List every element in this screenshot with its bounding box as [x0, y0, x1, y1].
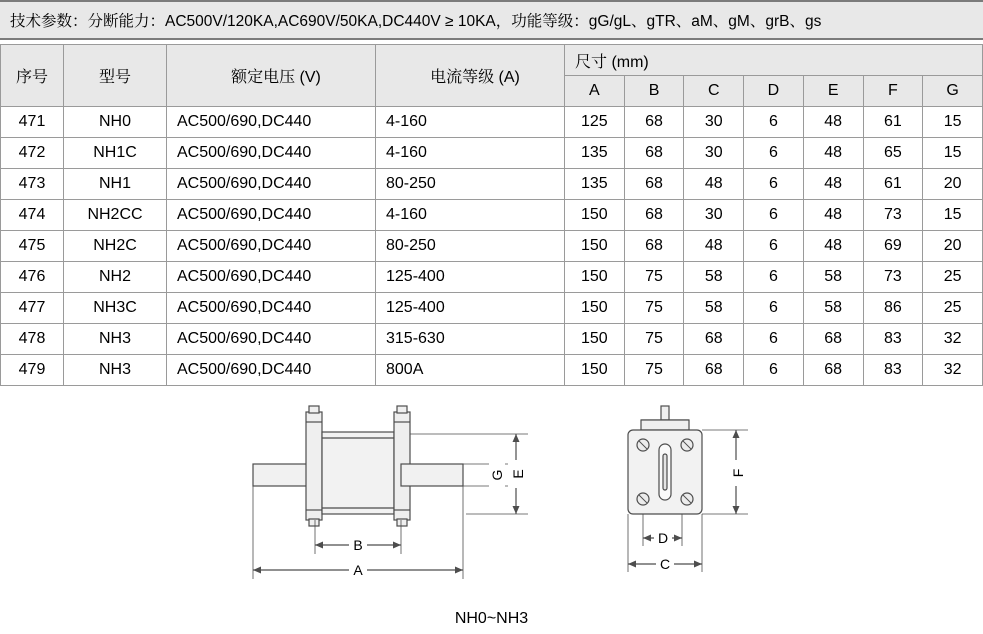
cell-current: 4-160: [376, 107, 565, 138]
cell-dim-a: 150: [565, 231, 625, 262]
cell-current: 80-250: [376, 169, 565, 200]
cell-dim-b: 68: [624, 138, 684, 169]
cell-dim-c: 58: [684, 262, 744, 293]
cell-no: 471: [1, 107, 64, 138]
cell-current: 4-160: [376, 138, 565, 169]
header-voltage: 额定电压 (V): [167, 45, 376, 107]
cell-dim-e: 58: [803, 262, 863, 293]
left-bracket-tab-top: [309, 406, 319, 413]
cell-dim-a: 125: [565, 107, 625, 138]
cell-dim-a: 150: [565, 262, 625, 293]
cell-dim-g: 15: [923, 200, 983, 231]
cell-voltage: AC500/690,DC440: [167, 169, 376, 200]
cell-no: 475: [1, 231, 64, 262]
cell-dim-g: 32: [923, 324, 983, 355]
fuse-body: [322, 432, 394, 514]
technical-drawing: [0, 404, 983, 634]
cell-dim-d: 6: [744, 231, 804, 262]
cell-current: 125-400: [376, 293, 565, 324]
cell-dim-f: 86: [863, 293, 923, 324]
dim-label-c: C: [659, 556, 671, 572]
table-row: [1, 355, 983, 386]
cell-dim-b: 68: [624, 169, 684, 200]
cell-dim-e: 68: [803, 324, 863, 355]
cell-no: 478: [1, 324, 64, 355]
cell-dim-g: 15: [923, 138, 983, 169]
cell-model: NH1C: [64, 138, 167, 169]
header-dim-g: G: [923, 76, 983, 107]
header-dim-a: A: [565, 76, 625, 107]
cell-dim-c: 30: [684, 138, 744, 169]
cell-dim-a: 135: [565, 169, 625, 200]
cell-model: NH3: [64, 324, 167, 355]
cell-dim-d: 6: [744, 324, 804, 355]
header-dimensions: 尺寸 (mm): [565, 45, 983, 76]
cell-dim-b: 75: [624, 355, 684, 386]
cell-model: NH1: [64, 169, 167, 200]
front-center-pin: [663, 454, 667, 490]
table-row: [1, 324, 983, 355]
cell-current: 125-400: [376, 262, 565, 293]
cell-dim-d: 6: [744, 355, 804, 386]
cell-current: 4-160: [376, 200, 565, 231]
cell-dim-f: 83: [863, 324, 923, 355]
cell-dim-c: 30: [684, 107, 744, 138]
cell-model: NH3C: [64, 293, 167, 324]
cell-voltage: AC500/690,DC440: [167, 262, 376, 293]
spec-banner-text: 技术参数：分断能力：AC500V/120KA,AC690V/50KA,DC440V ≥ 10KA，功能等级：gG/gL、gTR、aM、gM、grB、gs: [10, 13, 822, 30]
cell-dim-a: 150: [565, 200, 625, 231]
cell-dim-a: 135: [565, 138, 625, 169]
front-top-tab: [661, 406, 669, 420]
cell-dim-b: 75: [624, 262, 684, 293]
cell-dim-c: 48: [684, 169, 744, 200]
cell-voltage: AC500/690,DC440: [167, 231, 376, 262]
cell-model: NH2CC: [64, 200, 167, 231]
header-dim-c: C: [684, 76, 744, 107]
cell-voltage: AC500/690,DC440: [167, 355, 376, 386]
cell-dim-b: 68: [624, 200, 684, 231]
dim-label-e: E: [510, 469, 526, 479]
cell-voltage: AC500/690,DC440: [167, 200, 376, 231]
cell-current: 80-250: [376, 231, 565, 262]
cell-voltage: AC500/690,DC440: [167, 107, 376, 138]
header-dim-b: B: [624, 76, 684, 107]
header-no: 序号: [1, 45, 64, 107]
cell-dim-f: 73: [863, 200, 923, 231]
cell-dim-b: 68: [624, 107, 684, 138]
cell-model: NH2: [64, 262, 167, 293]
cell-dim-a: 150: [565, 293, 625, 324]
dim-label-a: A: [353, 562, 363, 578]
cell-no: 473: [1, 169, 64, 200]
header-model: 型号: [64, 45, 167, 107]
cell-model: NH0: [64, 107, 167, 138]
table-row: [1, 138, 983, 169]
table-row: [1, 200, 983, 231]
cell-dim-d: 6: [744, 200, 804, 231]
cell-dim-e: 58: [803, 293, 863, 324]
header-dim-e: E: [803, 76, 863, 107]
cell-voltage: AC500/690,DC440: [167, 324, 376, 355]
cell-dim-e: 48: [803, 138, 863, 169]
cell-no: 476: [1, 262, 64, 293]
cell-dim-a: 150: [565, 355, 625, 386]
cell-dim-c: 68: [684, 355, 744, 386]
header-dim-d: D: [744, 76, 804, 107]
cell-dim-e: 48: [803, 231, 863, 262]
front-top-plate: [641, 420, 689, 430]
cell-dim-d: 6: [744, 262, 804, 293]
cell-no: 474: [1, 200, 64, 231]
cell-dim-d: 6: [744, 138, 804, 169]
cell-model: NH3: [64, 355, 167, 386]
header-dim-f: F: [863, 76, 923, 107]
cell-dim-b: 75: [624, 293, 684, 324]
cell-dim-e: 48: [803, 200, 863, 231]
cell-dim-c: 30: [684, 200, 744, 231]
cell-dim-f: 61: [863, 169, 923, 200]
dim-label-f: F: [730, 468, 746, 478]
table-header-row-1: [1, 45, 983, 76]
cell-dim-c: 48: [684, 231, 744, 262]
cell-dim-d: 6: [744, 107, 804, 138]
cell-dim-g: 20: [923, 231, 983, 262]
spec-table: [0, 44, 983, 386]
dim-label-g: G: [489, 469, 505, 481]
cell-dim-g: 20: [923, 169, 983, 200]
cell-current: 315-630: [376, 324, 565, 355]
fuse-dimension-drawing-svg: [0, 404, 983, 634]
dim-label-d: D: [657, 530, 669, 546]
header-current: 电流等级 (A): [376, 45, 565, 107]
cell-voltage: AC500/690,DC440: [167, 293, 376, 324]
spec-banner: [0, 0, 983, 40]
cell-dim-e: 48: [803, 169, 863, 200]
cell-no: 472: [1, 138, 64, 169]
cell-dim-f: 65: [863, 138, 923, 169]
cell-dim-g: 25: [923, 293, 983, 324]
cell-dim-c: 68: [684, 324, 744, 355]
left-bracket-tab-bottom: [309, 519, 319, 526]
cell-no: 477: [1, 293, 64, 324]
right-bracket-tab-bottom: [397, 519, 407, 526]
cell-model: NH2C: [64, 231, 167, 262]
cell-dim-f: 83: [863, 355, 923, 386]
cell-voltage: AC500/690,DC440: [167, 138, 376, 169]
cell-dim-d: 6: [744, 169, 804, 200]
cell-dim-e: 68: [803, 355, 863, 386]
cell-dim-f: 61: [863, 107, 923, 138]
table-row: [1, 107, 983, 138]
cell-dim-f: 69: [863, 231, 923, 262]
left-bracket: [306, 412, 322, 520]
cell-dim-b: 68: [624, 231, 684, 262]
drawing-caption: NH0~NH3: [454, 610, 529, 627]
table-row: [1, 262, 983, 293]
cell-no: 479: [1, 355, 64, 386]
right-blade: [401, 464, 463, 486]
table-row: [1, 293, 983, 324]
cell-dim-f: 73: [863, 262, 923, 293]
table-row: [1, 231, 983, 262]
dim-label-b: B: [353, 537, 363, 553]
cell-dim-a: 150: [565, 324, 625, 355]
cell-dim-d: 6: [744, 293, 804, 324]
cell-dim-g: 15: [923, 107, 983, 138]
right-bracket-tab-top: [397, 406, 407, 413]
table-head: [1, 45, 983, 107]
cell-dim-b: 75: [624, 324, 684, 355]
cell-dim-e: 48: [803, 107, 863, 138]
cell-dim-g: 25: [923, 262, 983, 293]
table-row: [1, 169, 983, 200]
cell-current: 800A: [376, 355, 565, 386]
table-body: [1, 107, 983, 386]
cell-dim-g: 32: [923, 355, 983, 386]
cell-dim-c: 58: [684, 293, 744, 324]
